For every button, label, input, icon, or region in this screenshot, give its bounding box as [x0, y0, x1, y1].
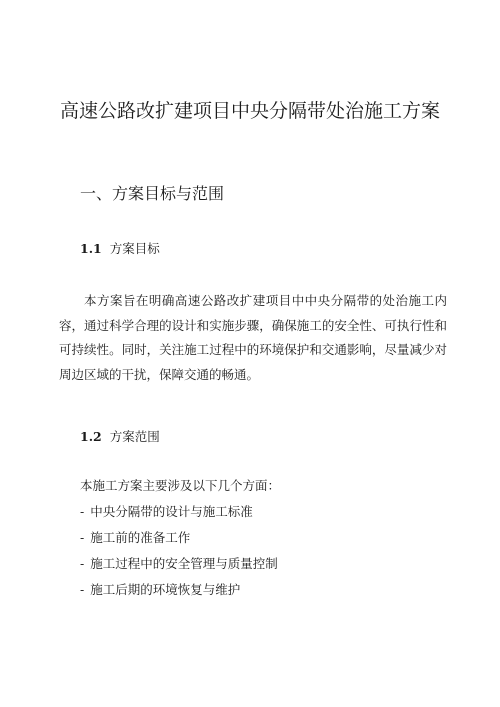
subsection-title: 方案目标: [109, 241, 160, 256]
subsection-heading-1-1: [80, 240, 160, 258]
section-heading-1: 一、方案目标与范围: [80, 184, 225, 203]
list-bullet: -: [80, 530, 85, 545]
scope-intro: 本施工方案主要涉及以下几个方面：: [80, 478, 281, 493]
document-title: 高速公路改扩建项目中央分隔带处治施工方案: [60, 100, 441, 122]
subsection-title: 方案范围: [109, 429, 160, 444]
list-item-text: 施工过程中的安全管理与质量控制: [90, 556, 278, 571]
list-item-text: 施工前的准备工作: [90, 530, 191, 545]
subsection-heading-1-2: [80, 428, 160, 446]
subsection-number: 1.2: [80, 429, 102, 444]
list-item-text: 中央分隔带的设计与施工标准: [90, 504, 253, 519]
list-item: [80, 555, 278, 581]
list-item: [80, 503, 278, 529]
list-item: [80, 581, 278, 607]
scope-list: [80, 503, 278, 607]
list-bullet: -: [80, 556, 85, 571]
list-item-text: 施工后期的环境恢复与维护: [90, 582, 241, 597]
subsection-number: 1.1: [80, 241, 102, 256]
paragraph-objective: 本方案旨在明确高速公路改扩建项目中中央分隔带的处治施工内容，通过科学合理的设计和实施步骤，确保施工的安全性、可执行性和可持续性。同时，关注施工过程中的环境保护和交通影响，尽量减少对周边区域的干扰，保障交通的畅通。: [59, 293, 447, 382]
list-bullet: -: [80, 504, 85, 519]
list-item: [80, 529, 278, 555]
list-bullet: -: [80, 582, 85, 597]
